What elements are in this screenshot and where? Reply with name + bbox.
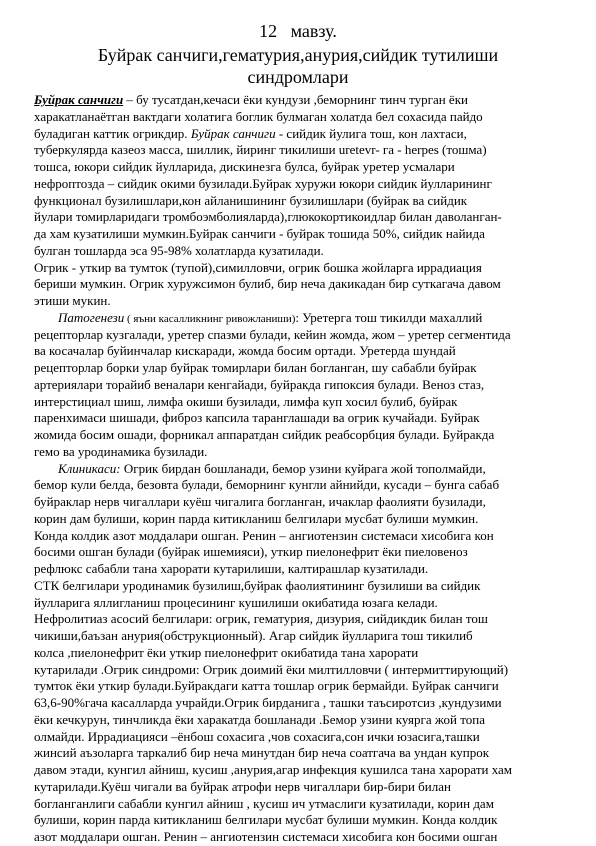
lesson-number: 12	[259, 21, 278, 41]
line-text: кутарилади.Куёш чигали ва буйрак атрофи нерв чигаллари бир-бири билан	[34, 778, 451, 794]
line-text: ва косачалар буйинчалар кискаради, жомда босим ортади. Уретерда шундай	[34, 343, 456, 359]
line-text: нефроптозда – сийдик окими бузилади.Буйрак хуружи юкори сийдик йулларининг	[34, 175, 492, 191]
line-text: корин дам булиши, корин парда китикланиш белгилари мусбат булиши мумкин.	[34, 510, 479, 526]
line-text: чикиши,баъзан анурия(обструкционный). Агар сийдик йулларига тош тикилиб	[34, 628, 473, 643]
line-text: Огрик - уткир ва тумток (тупой),симилловчи, огрик бошка жойларга иррадиация	[34, 259, 482, 275]
line-text: тошса, юкори сийдик йулларида, дискинезга булса, буйрак уретер усмалари	[34, 159, 455, 174]
text-line	[34, 209, 564, 226]
line-text: йулларига яллигланиш процесининг кушилиши окибатида юзага келади.	[34, 594, 438, 610]
text-line	[34, 762, 564, 779]
document-title-line1: Буйрак санчиги,гематурия,анурия,сийдик тутилиши	[97, 45, 499, 65]
text-line	[34, 377, 564, 394]
text-line	[34, 293, 564, 310]
text-line	[34, 310, 564, 327]
line-text: : Уретерга тош тикилди махаллий	[295, 309, 483, 325]
line-text: туберкулярда казеоз масса, шиллик, йиринг тикилиши uretevr- га - herpes (тошма)	[34, 142, 487, 158]
line-text: кутарилади .Огрик синдроми: Огрик доимий ёки милтилловчи ( интермиттирующий)	[34, 661, 509, 677]
text-line	[34, 611, 564, 628]
text-line	[34, 427, 564, 444]
line-text: Нефролитиаз асосий белгилари: огрик, гематурия, дизурия, сийдикдик билан тош	[34, 611, 488, 627]
text-line	[34, 578, 564, 595]
line-text: функционал бузилишлари,кон айланишининг бузилишлари (буйрак ва сийдик	[34, 192, 468, 208]
text-line	[34, 243, 564, 260]
text-line	[34, 360, 564, 377]
line-text: булиши, корин парда китикланиш белгилари мусбат булиши мумкин. Конда колдик	[34, 812, 498, 828]
text-line	[34, 327, 564, 344]
line-text: гемо ва уродинамика бузилади.	[34, 443, 208, 459]
line-text: рефлюкс сабабли тана харорати кутарилиши, калтирашлар кузатилади.	[34, 561, 429, 576]
text-line	[34, 410, 564, 427]
line-text: рецепторлар борки улар буйрак томирлари билан богланган, шу сабабли буйрак	[34, 360, 477, 375]
section-term: Буйрак санчиги	[34, 92, 124, 107]
text-line	[34, 193, 564, 210]
text-line	[34, 528, 564, 545]
line-text: харакатланаётган вактдаги холатига боглик булмаган холатда бел сохасида пайдо	[34, 108, 483, 124]
line-text: босими ошган булади (буйрак ишемияси), уткир пиелонефрит ёки пиеловеноз	[34, 544, 468, 560]
text-line	[34, 260, 564, 277]
text-line	[34, 561, 564, 578]
text-line	[34, 394, 564, 411]
text-line	[34, 126, 564, 143]
document-title-line2: синдромлари	[247, 67, 349, 87]
lesson-number-heading	[0, 20, 596, 42]
text-line	[34, 628, 564, 645]
text-line	[34, 461, 564, 478]
text-line	[34, 678, 564, 695]
line-text: Конда колдик азот моддалари ошган. Ренин – ангиотензин системаси хисобига кон	[34, 527, 494, 543]
text-line	[34, 712, 564, 729]
text-line	[34, 779, 564, 796]
text-line	[34, 829, 564, 846]
section-term: Клиникаси:	[58, 460, 121, 476]
line-text: Огрик бирдан бошланади, бемор узини куйрага жой тополмайди,	[120, 460, 486, 476]
text-line	[34, 494, 564, 511]
line-text: 63,6-90%гача касалларда учрайди.Огрик бирданига , ташки таъсиротсиз ,кундузими	[34, 695, 502, 710]
line-text: СТК белгилари уродинамик бузилиш,буйрак фаолиятининг бузилиши ва сийдик	[34, 577, 481, 593]
text-line	[34, 662, 564, 679]
line-text: буладиган каттик огрикдир.	[34, 125, 191, 141]
line-text: жинсий аъзоларга таркалиб бир неча минутдан бир неча соатгача ва ундан купрок	[34, 745, 490, 761]
line-text: давом этади, кунгил айниш, кусиш ,анурия,агар инфекция кушилса тана харорати хам	[34, 762, 513, 777]
line-text: тумток ёки уткир булади.Буйракдаги катта тошлар огрик бермайди. Буйрак санчиги	[34, 678, 499, 694]
line-text: бериши мумкин. Огрик хуружсимон булиб, бир неча дакикадан бир суткагача давом	[34, 276, 501, 292]
text-line	[34, 511, 564, 528]
text-line	[34, 796, 564, 813]
line-text: бемор кули белда, безовта булади, беморнинг кунгли айнийди, кусади – бунга сабаб	[34, 477, 500, 493]
line-text: паренхимаси шишади, фиброз капсила таранглашади ва огрик кучайади. Буйрак	[34, 410, 480, 426]
text-line	[34, 745, 564, 762]
line-text: азот моддалари ошган. Ренин – ангиотензин системаси хисобига кон босими ошган	[34, 829, 498, 844]
text-line	[34, 812, 564, 829]
text-line	[34, 544, 564, 561]
text-line	[34, 142, 564, 159]
term-note: ( яъни касалликнинг ривожланиши)	[124, 312, 296, 325]
text-line	[34, 595, 564, 612]
line-text: колса ,пиелонефрит ёки уткир пиелонефрит окибатида тана харорати	[34, 644, 419, 660]
line-text: – бу тусатдан,кечаси ёки кундузи ,беморнинг тинч турган ёки	[123, 92, 468, 107]
text-line	[34, 109, 564, 126]
text-line	[34, 226, 564, 243]
text-line	[34, 477, 564, 494]
text-line	[34, 92, 564, 109]
text-line	[34, 695, 564, 712]
line-text: да хам кузатилиши мумкин.Буйрак санчиги - буйрак тошида 50%, сийдик найида	[34, 226, 485, 241]
lesson-topic-word: мавзу.	[290, 21, 337, 41]
inline-term: Буйрак санчиги	[190, 125, 276, 141]
line-text: булган тошларда эса 95-98% холатларда кузатилади.	[34, 242, 324, 258]
text-line	[34, 444, 564, 461]
line-text: этиши мукин.	[34, 293, 111, 308]
line-text: интерстициал шиш, лимфа окиши бузилади, лимфа куп хосил булиб, буйрак	[34, 393, 458, 409]
line-text: ёки кечкурун, тинчликда ёки харакатда бошланади .Бемор узини куярга жой топа	[34, 711, 485, 727]
text-line	[34, 645, 564, 662]
line-text: рецепторлар кузгалади, уретер спазми булади, кейин жомда, жом – уретер сегментида	[34, 326, 511, 342]
text-line	[34, 276, 564, 293]
line-text: богланганлиги сабабли кунгил айниш , кусиш ич утмаслиги кузатилади, корин дам	[34, 795, 494, 811]
document-body	[34, 92, 564, 846]
line-text: буйраклар нерв чигаллари куёш чигалига богланган, ичаклар фаолияти бузилади,	[34, 494, 486, 509]
line-text: йулари томирларидаги тромбоэмболияларда),глюкокортикоидлар билан даволанган-	[34, 209, 502, 225]
line-text: - сийдик йулига тош, кон лахтаси,	[275, 125, 467, 141]
text-line	[34, 343, 564, 360]
text-line	[34, 159, 564, 176]
text-line	[34, 729, 564, 746]
line-text: артериялари торайиб веналари кенгайади, буйракда гипоксия булади. Веноз стаз,	[34, 376, 485, 392]
line-text: жомида босим ошади, форникал аппаратдан сийдик реабсорбция булади. Буйракда	[34, 427, 495, 442]
section-term: Патогенези	[58, 309, 125, 325]
line-text: олмайди. Иррадиацияси –ёнбош сохасига ,чов сохасига,сон ички юзасига,ташки	[34, 728, 480, 744]
text-line	[34, 176, 564, 193]
